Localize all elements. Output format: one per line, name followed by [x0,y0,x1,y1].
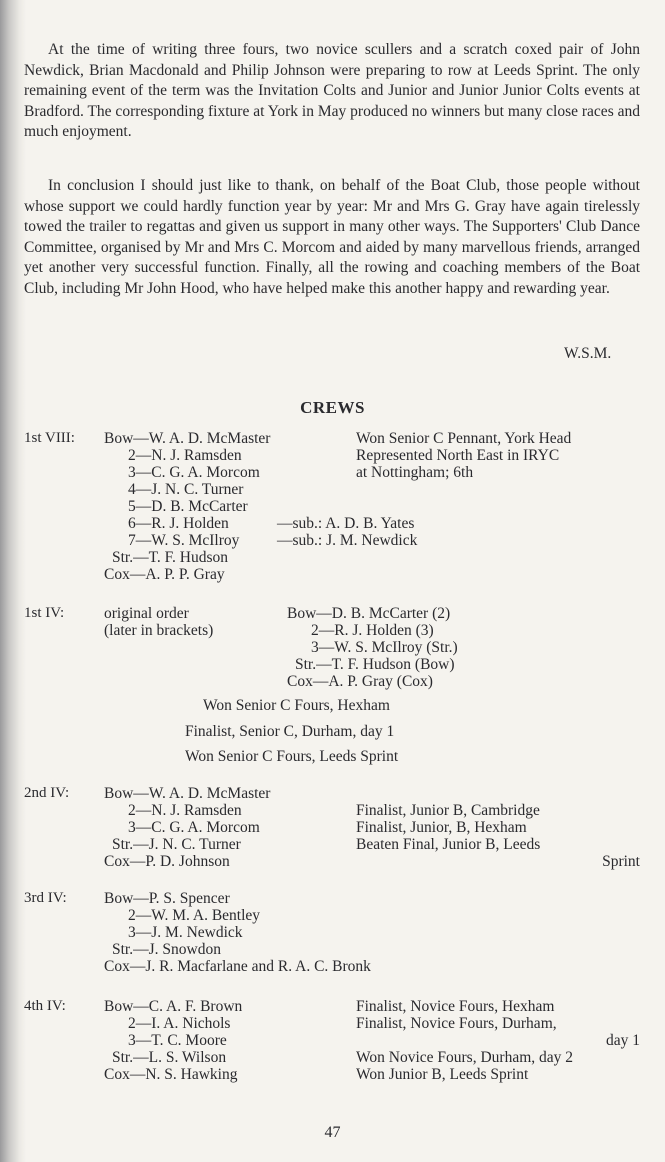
achievement: Won Novice Fours, Durham, day 2 [356,1049,574,1066]
crew-list-1st-viii [104,430,270,583]
crew-member: 4—J. N. C. Turner [128,481,244,498]
crew-member: 2—R. J. Holden (3) [311,622,434,639]
achievement: Beaten Final, Junior B, Leeds [356,836,541,853]
crew-member: 3—W. S. McIlroy (Str.) [311,639,458,656]
achievement: Finalist, Junior B, Cambridge [356,802,540,819]
achievement: Sprint [602,853,640,870]
order-note: original order [104,605,189,622]
order-note: (later in brackets) [104,622,214,639]
crew-member: Cox—A. P. P. Gray [104,566,225,583]
paragraph-leeds-sprint [24,40,640,143]
achievement: Won Senior C Pennant, York Head [356,430,572,447]
crew-member: Str.—J. Snowdon [112,941,221,958]
achievements-4th-iv [356,998,640,1083]
crew-member: Bow—P. S. Spencer [104,890,230,907]
crew-member: Str.—J. N. C. Turner [112,836,241,853]
crew-member: Bow—W. A. D. McMaster [104,430,271,447]
achievement: Finalist, Senior C, Durham, day 1 [185,723,395,740]
crew-list-1st-iv [287,605,458,690]
crew-member: 3—C. G. A. Morcom [128,819,260,836]
crew-member: Bow—D. B. McCarter (2) [287,605,451,622]
crew-member: 2—N. J. Ramsden [128,447,242,464]
achievement: day 1 [605,1032,640,1049]
achievement: Won Junior B, Leeds Sprint [356,1066,529,1083]
crew-member: 7—W. S. McIlroy [128,532,240,549]
crew-member: 3—C. G. A. Morcom [128,464,260,481]
achievement: Finalist, Junior, B, Hexham [356,819,527,836]
achievements-2nd-iv [356,802,640,870]
crew-label-4th-iv: 4th IV: [24,998,66,1014]
crew-member: Cox—P. D. Johnson [104,853,230,870]
achievement: Finalist, Novice Fours, Durham, [356,1015,557,1032]
crew-member: Str.—T. F. Hudson (Bow) [295,656,455,673]
page-binding-shadow [0,0,26,1162]
crew-list-2nd-iv [104,785,270,870]
crew-member: 2—N. J. Ramsden [128,802,242,819]
achievement: Finalist, Novice Fours, Hexham [356,998,555,1015]
achievement: Won Senior C Fours, Leeds Sprint [185,748,399,765]
crew-label-1st-iv: 1st IV: [24,605,65,621]
crew-member: 3—T. C. Moore [128,1032,227,1049]
crew-member: 3—J. M. Newdick [128,924,243,941]
crew-member: Bow—C. A. F. Brown [104,998,243,1015]
paragraph-text: In conclusion I should just like to thank, on behalf of the Boat Club, those people without whose support we could hardly function year by year: Mr and Mrs G. Gray have again tirelessly towed the trailer to regattas and given us support in many other ways. The Supporters' Club Dance Committee, organised by Mr and Mrs C. Morcom and aided by many marvellous friends, arranged yet another very successful function. Finally, all the rowing and coaching members of the Boat Club, including Mr John Hood, who have helped make this another happy and rewarding year. [24,177,640,297]
crew-member: Cox—A. P. Gray (Cox) [287,673,433,690]
crew-member: 6—R. J. Holden [128,515,229,532]
crew-member: Cox—N. S. Hawking [104,1066,238,1083]
sub-note: —sub.: A. D. B. Yates [277,515,415,532]
crew-list-3rd-iv [104,890,371,975]
achievement: Represented North East in IRYC [356,447,560,464]
paragraph-text: At the time of writing three fours, two novice scullers and a scratch coxed pair of John Newdick, Brian Macdonald and Philip Johnson were preparing to row at Leeds Sprint. The only remaining event of the term was the Invitation Colts and Junior and Junior Junior Colts events at Bradford. The corresponding fixture at York in May produced no winners but many close races and much enjoyment. [24,41,640,141]
crew-member: Str.—T. F. Hudson [112,549,229,566]
crew-member: 2—I. A. Nichols [128,1015,231,1032]
crew-member: 5—D. B. McCarter [128,498,248,515]
crew-label-3rd-iv: 3rd IV: [24,890,67,906]
crews-heading: CREWS [300,398,365,417]
signature: W.S.M. [564,345,612,362]
crew-label-1st-viii: 1st VIII: [24,430,75,446]
crew-label-2nd-iv: 2nd IV: [24,785,70,801]
crew-member: Str.—L. S. Wilson [112,1049,227,1066]
page-number: 47 [324,1124,341,1141]
crew-member: 2—W. M. A. Bentley [128,907,261,924]
crew-member: Bow—W. A. D. McMaster [104,785,271,802]
achievement: Won Senior C Fours, Hexham [203,697,390,714]
sub-note: —sub.: J. M. Newdick [277,532,418,549]
achievements-1st-viii [356,430,640,481]
crew-member: Cox—J. R. Macfarlane and R. A. C. Bronk [104,958,371,975]
paragraph-conclusion [24,176,640,300]
crew-list-4th-iv [104,998,242,1083]
achievement: at Nottingham; 6th [356,464,474,481]
